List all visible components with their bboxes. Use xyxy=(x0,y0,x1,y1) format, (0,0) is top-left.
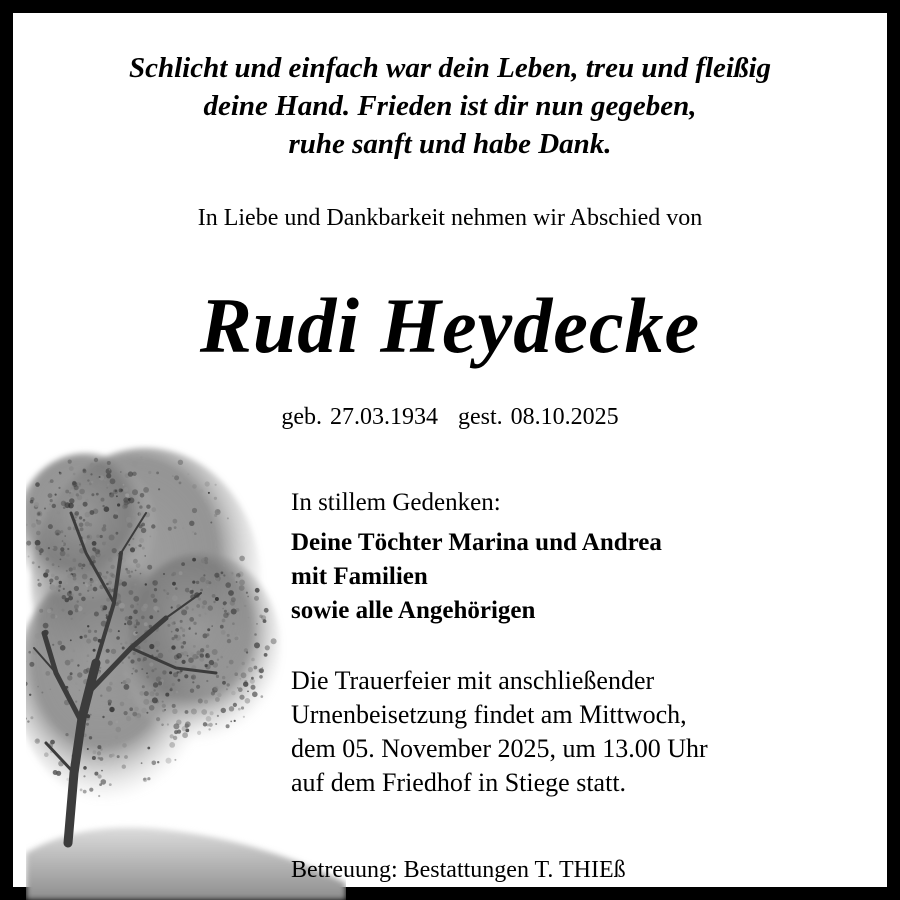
mourners-list xyxy=(291,526,662,628)
poem-line: deine Hand. Frieden ist dir nun gegeben, xyxy=(203,90,697,122)
funeral-line: dem 05. November 2025, um 13.00 Uhr xyxy=(291,734,708,763)
funeral-line: auf dem Friedhof in Stiege statt. xyxy=(291,768,627,797)
death-date: gest. 08.10.2025 xyxy=(457,404,619,430)
mourners-line: sowie alle Angehörigen xyxy=(291,597,536,624)
funeral-info xyxy=(291,664,708,800)
farewell-intro: In Liebe und Dankbarkeit nehmen wir Abschied von xyxy=(197,205,703,231)
poem-line: Schlicht und einfach war dein Leben, treu und fleißig xyxy=(128,52,772,84)
poem xyxy=(13,49,887,163)
mourners-line: Deine Töchter Marina und Andrea xyxy=(291,529,662,556)
funeral-line: Die Trauerfeier mit anschließender xyxy=(291,666,655,695)
funeral-line: Urnenbeisetzung findet am Mittwoch, xyxy=(291,700,687,729)
funeral-home: Betreuung: Bestattungen T. THIEß xyxy=(291,857,626,883)
birth-date: geb. 27.03.1934 xyxy=(281,404,438,430)
poem-line: ruhe sanft und habe Dank. xyxy=(288,128,612,160)
deceased-name: Rudi Heydecke xyxy=(199,282,701,369)
remembrance-label: In stillem Gedenken: xyxy=(291,489,501,516)
mourners-line: mit Familien xyxy=(291,563,428,590)
life-dates xyxy=(13,404,887,431)
